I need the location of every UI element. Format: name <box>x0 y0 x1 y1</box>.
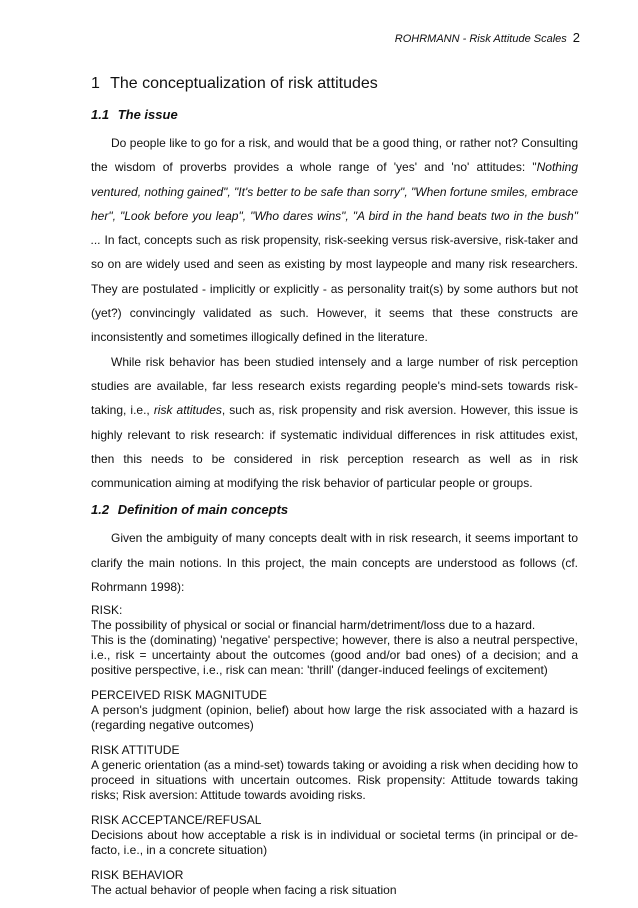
issue-p1-end: In fact, concepts such as risk propensity, risk-seeking versus risk-aversive, risk-taker and so on are widely used and seen as existing by most laypeople and many risk researchers. They are postulated - implicitly or explicitly - as personality trait(s) by some authors but not (yet?) convincingly validated as such. However, it seems that these constructs are inconsistently and sometimes illogically defined in the literature. <box>91 233 578 345</box>
definition-item <box>91 868 578 898</box>
page-number: 2 <box>572 30 580 45</box>
issue-paragraph-2 <box>91 350 578 496</box>
definition-item <box>91 743 578 803</box>
risk-attitudes-term: risk attitudes <box>153 403 222 418</box>
section-1-2-number: 1.2 <box>91 502 110 518</box>
issue-p1-start: Do people like to go for a risk, and would that be a good thing, or rather not? Consulting the wisdom of proverbs provides a whole range of 'yes' and 'no' attitudes: " <box>91 136 578 175</box>
section-1-2-heading <box>91 501 578 519</box>
definition-term: RISK: <box>91 603 123 618</box>
definition-text: Decisions about how acceptable a risk is in individual or societal terms (in principal or de-facto, i.e., in a concrete situation) <box>91 828 578 858</box>
section-1-1-number: 1.1 <box>91 107 110 122</box>
issue-paragraph-1 <box>91 131 578 350</box>
definition-text: A generic orientation (as a mind-set) towards taking or avoiding a risk when deciding how to proceed in situations with uncertain outcomes. Risk propensity: Attitude towards taking risks; Risk aversion: Attitude towards avoiding risks. <box>91 758 578 803</box>
definition-text: This is the (dominating) 'negative' perspective; however, there is also a neutral perspective, i.e., risk = uncertainty about the outcomes (good and/or bad ones) of a decision; and a positive perspective, i.e., risk can mean: 'thrill' (danger-induced feelings of excitement) <box>91 633 578 678</box>
proverbs-quote: Nothing ventured, nothing gained", "It's better to be safe than sorry", "When fortune smiles, embrace her", "Look before you leap", "Who dares wins", "A bird in the hand beats two in the bush" ... <box>91 160 578 248</box>
definition-item <box>91 813 578 858</box>
page-content <box>91 74 578 908</box>
definitions-intro-paragraph: Given the ambiguity of many concepts dealt with in risk research, it seems important to clarify the main notions. In this project, the main concepts are understood as follows (cf. Rohrmann 1998): <box>91 531 578 595</box>
section-1-title: The conceptualization of risk attitudes <box>110 75 378 92</box>
definition-term: RISK ACCEPTANCE/REFUSAL <box>91 813 262 828</box>
section-1-2-title: Definition of main concepts <box>117 502 289 518</box>
section-1-number: 1 <box>91 75 100 92</box>
definition-text: The possibility of physical or social or financial harm/detriment/loss due to a hazard. <box>91 618 536 633</box>
definition-item <box>91 603 578 678</box>
definition-term: RISK BEHAVIOR <box>91 868 184 883</box>
running-header <box>395 30 580 45</box>
definition-item <box>91 688 578 733</box>
section-1-heading <box>91 74 578 94</box>
section-1-1-title: The issue <box>117 107 178 122</box>
issue-p2-end: , such as, risk propensity and risk aversion. However, this issue is highly relevant to risk research: if systematic individual differences in risk attitudes exist, then this needs to be considered in risk perception research as well as in risk communication aiming at modifying the risk behavior of particular people or groups. <box>91 403 579 491</box>
definitions-list <box>91 603 578 898</box>
section-1-1-heading <box>91 106 578 124</box>
definition-text: A person's judgment (opinion, belief) about how large the risk associated with a hazard is (regarding negative outcomes) <box>91 703 578 733</box>
running-title: ROHRMANN - Risk Attitude Scales <box>394 33 567 45</box>
issue-p2-start: While risk behavior has been studied intensely and a large number of risk perception studies are available, far less research exists regarding people's mind-sets towards risk-taking, i.e., <box>91 354 578 418</box>
definition-term: RISK ATTITUDE <box>91 743 180 758</box>
definition-term: PERCEIVED RISK MAGNITUDE <box>91 688 268 703</box>
definition-text: The actual behavior of people when facing a risk situation <box>91 883 397 898</box>
